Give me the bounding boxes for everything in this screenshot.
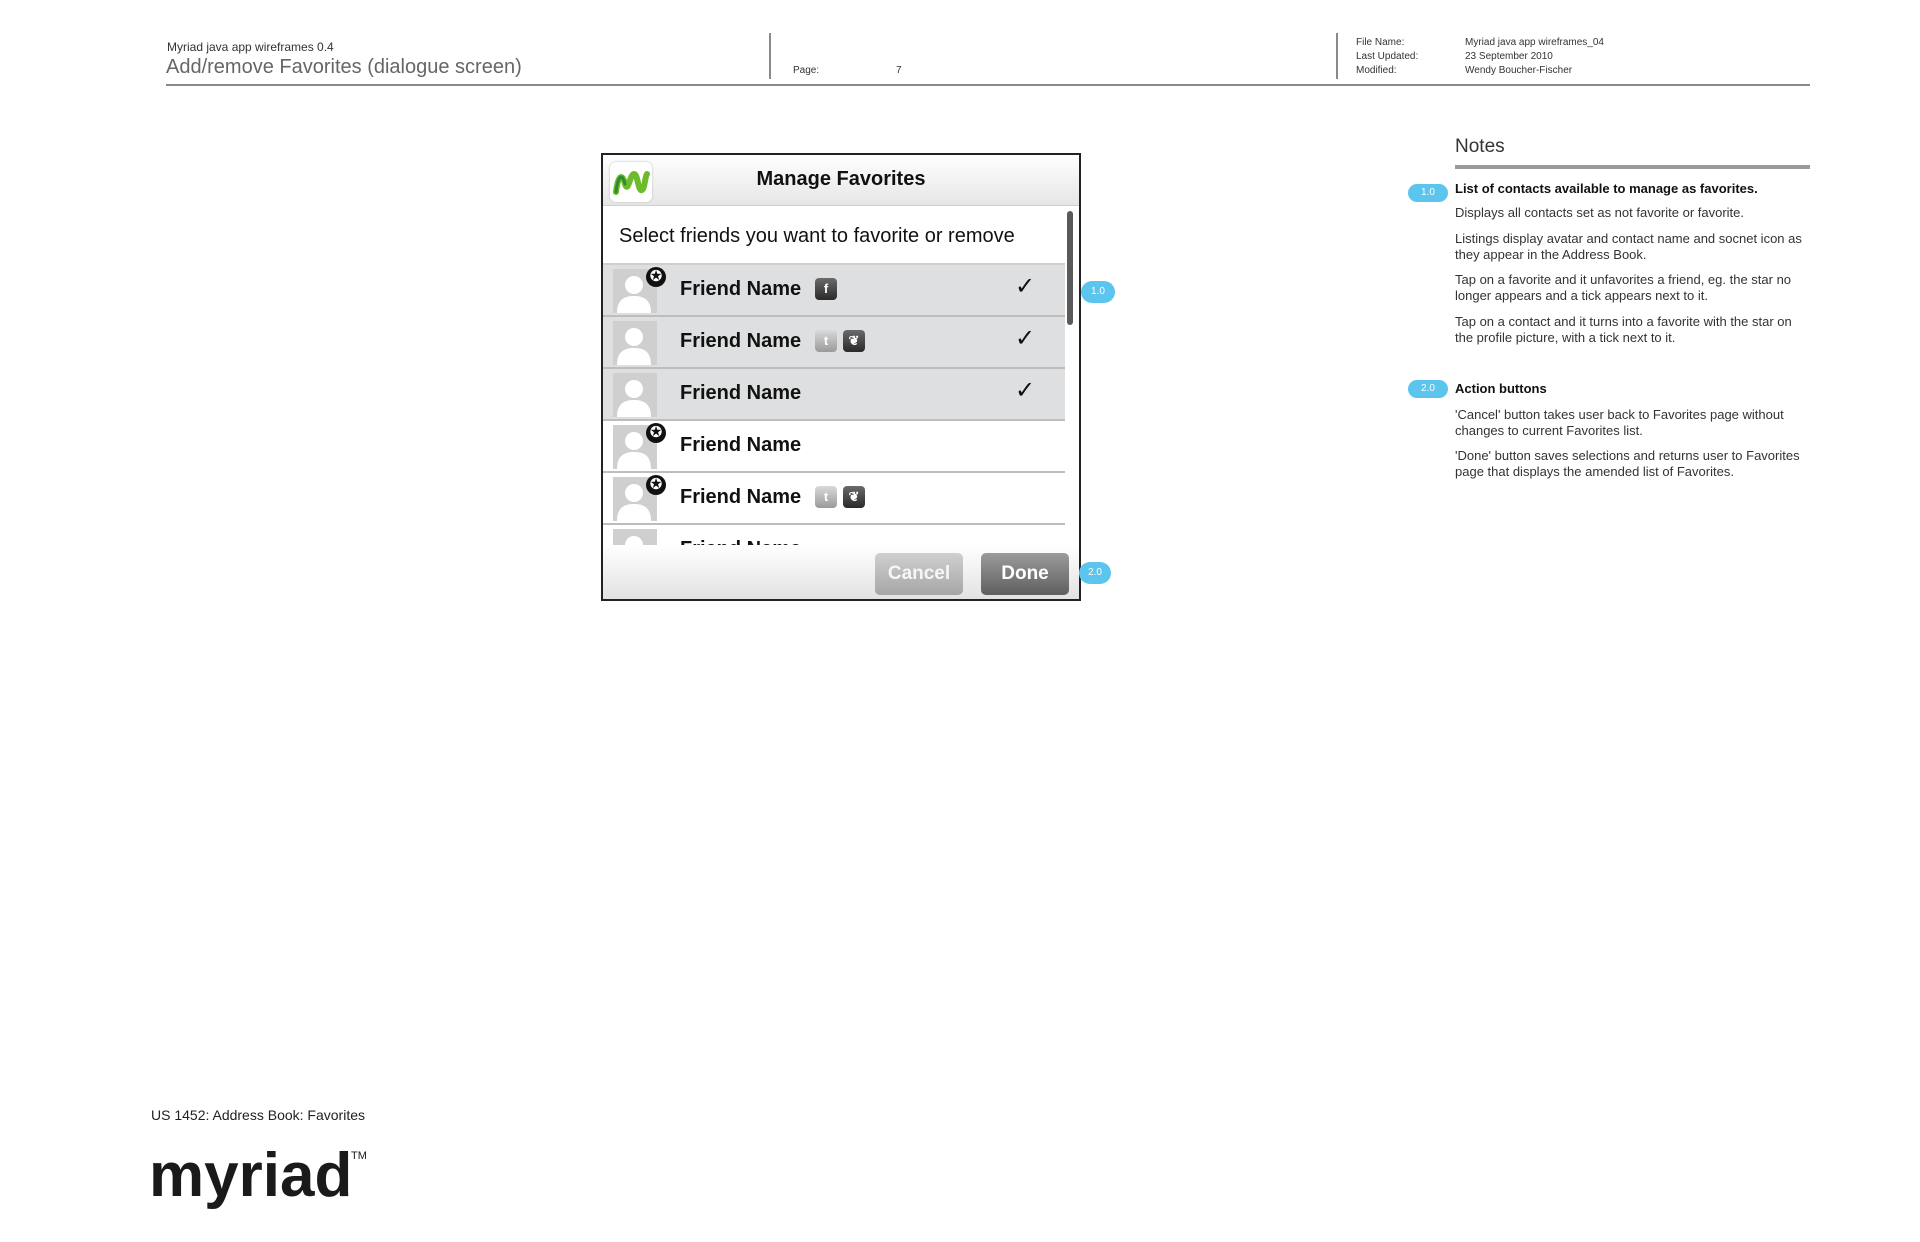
list-scrollbar[interactable] bbox=[1067, 211, 1073, 325]
note-paragraph: Displays all contacts set as not favorite or favorite. bbox=[1455, 205, 1745, 220]
note-paragraph: Listings display avatar and contact name and socnet icon as they appear in the Address Book. bbox=[1455, 231, 1802, 262]
cancel-button[interactable]: Cancel bbox=[875, 553, 963, 595]
trademark: TM bbox=[351, 1150, 367, 1162]
notes-rule bbox=[1455, 165, 1810, 169]
dialog-footer bbox=[603, 545, 1079, 599]
avatar-icon bbox=[613, 373, 657, 417]
last-updated-label: Last Updated: bbox=[1356, 51, 1419, 62]
friends-list[interactable] bbox=[603, 265, 1065, 545]
myriad-logo: myriad bbox=[149, 1141, 353, 1210]
twitter-icon: t bbox=[815, 486, 837, 508]
dialog-title: Manage Favorites bbox=[756, 168, 926, 190]
facebook-icon: f bbox=[815, 278, 837, 300]
file-name-value: Myriad java app wireframes_04 bbox=[1465, 37, 1604, 48]
myspace-icon: ❦ bbox=[843, 330, 865, 352]
note-badge: 1.0 bbox=[1408, 184, 1448, 202]
note-paragraph: Tap on a favorite and it unfavorites a friend, eg. the star no longer appears and a tick appears next to it. bbox=[1455, 272, 1792, 303]
note-paragraph: Tap on a contact and it turns into a favorite with the star on the profile picture, with a tick next to it. bbox=[1455, 314, 1792, 345]
friend-row[interactable] bbox=[603, 369, 1065, 421]
doc-name: Myriad java app wireframes 0.4 bbox=[167, 40, 334, 54]
note-paragraph: 'Cancel' button takes user back to Favorites page without changes to current Favorites list. bbox=[1455, 407, 1784, 438]
friend-name: Friend Name bbox=[680, 434, 802, 456]
myspace-icon: ❦ bbox=[843, 486, 865, 508]
callout-badge-list: 1.0 bbox=[1081, 281, 1115, 303]
checkmark-icon: ✓ bbox=[1015, 377, 1036, 404]
notes-title: Notes bbox=[1455, 136, 1505, 157]
note-paragraph: 'Done' button saves selections and returns user to Favorites page that displays the amended list of Favorites. bbox=[1455, 448, 1800, 479]
dialog-subtitle: Select friends you want to favorite or remove bbox=[619, 225, 1015, 247]
modified-label: Modified: bbox=[1356, 65, 1397, 76]
friend-row[interactable] bbox=[603, 317, 1065, 369]
checkmark-icon: ✓ bbox=[1015, 273, 1036, 300]
favorite-star-icon: ✪ bbox=[646, 267, 666, 287]
friend-row[interactable] bbox=[603, 473, 1065, 525]
screen-title: Add/remove Favorites (dialogue screen) bbox=[166, 56, 522, 78]
page-label: Page: bbox=[793, 65, 820, 76]
page-number: 7 bbox=[896, 65, 902, 76]
avatar-icon bbox=[613, 321, 657, 365]
dialog-header bbox=[603, 155, 1079, 206]
user-story-label: US 1452: Address Book: Favorites bbox=[151, 1107, 365, 1123]
friend-row[interactable] bbox=[603, 421, 1065, 473]
favorite-star-icon: ✪ bbox=[646, 475, 666, 495]
last-updated-value: 23 September 2010 bbox=[1465, 51, 1553, 62]
callout-badge-buttons: 2.0 bbox=[1079, 562, 1111, 584]
header-divider bbox=[1336, 33, 1338, 79]
header-divider bbox=[769, 33, 771, 79]
header-rule bbox=[166, 84, 1810, 86]
friend-name: Friend Name bbox=[680, 330, 802, 352]
done-button[interactable]: Done bbox=[981, 553, 1069, 595]
favorite-star-icon: ✪ bbox=[646, 423, 666, 443]
note-heading: List of contacts available to manage as favorites. bbox=[1455, 181, 1758, 196]
note-badge: 2.0 bbox=[1408, 380, 1448, 398]
note-heading: Action buttons bbox=[1455, 381, 1547, 396]
twitter-icon: t bbox=[815, 330, 837, 352]
friend-name: Friend Name bbox=[680, 278, 802, 300]
manage-favorites-dialog bbox=[601, 153, 1081, 601]
checkmark-icon: ✓ bbox=[1015, 325, 1036, 352]
modified-value: Wendy Boucher-Fischer bbox=[1465, 65, 1573, 76]
friend-name: Friend Name bbox=[680, 486, 802, 508]
friend-row[interactable] bbox=[603, 265, 1065, 317]
file-name-label: File Name: bbox=[1356, 37, 1405, 48]
friend-name: Friend Name bbox=[680, 382, 802, 404]
